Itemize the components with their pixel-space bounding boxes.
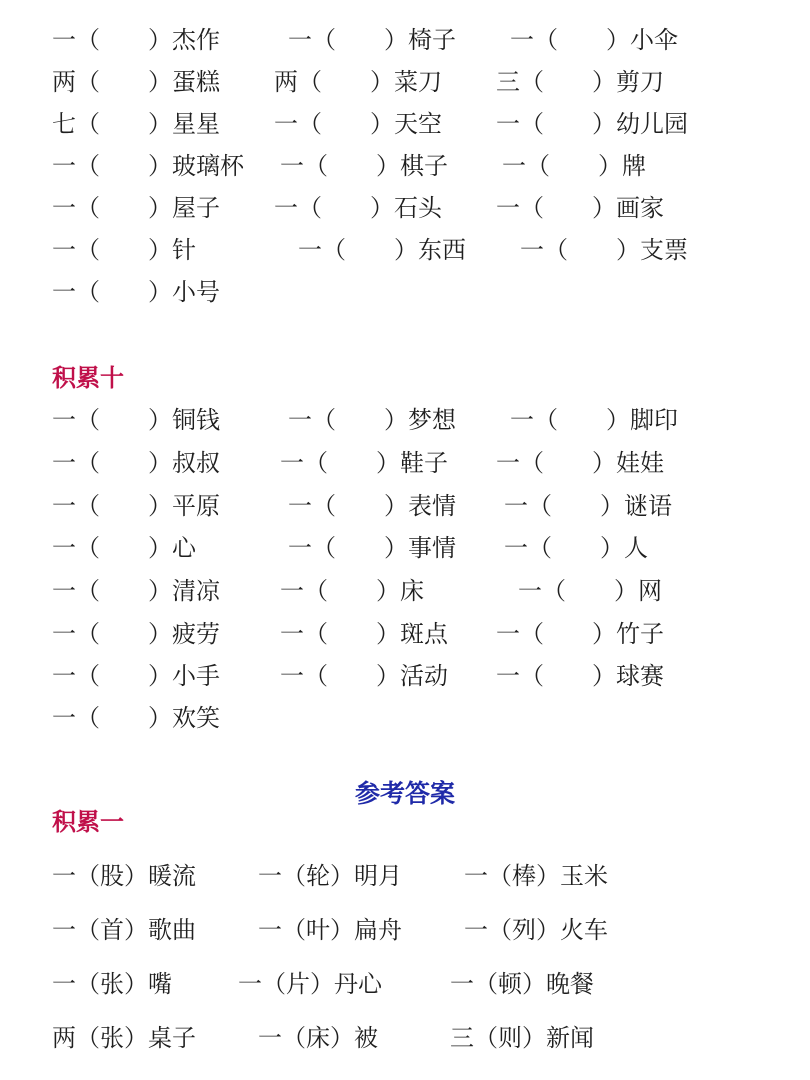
answer-item: 一（首）歌曲 <box>52 916 196 944</box>
exercise-row <box>0 614 810 654</box>
answer-row <box>0 964 810 1004</box>
exercise-item: 一（ ）活动 <box>280 662 448 690</box>
answer-row <box>0 910 810 950</box>
exercise-row <box>0 656 810 696</box>
answer-title: 参考答案 <box>354 779 455 808</box>
exercise-row <box>0 146 810 186</box>
exercise-row <box>0 443 810 483</box>
exercise-item: 一（ ）牌 <box>502 152 646 180</box>
exercise-item: 七（ ）星星 <box>52 110 220 138</box>
exercise-row <box>0 188 810 228</box>
answer-item: 两（张）桌子 <box>52 1024 196 1052</box>
answer-item: 三（则）新闻 <box>450 1024 594 1052</box>
exercise-row <box>0 528 810 568</box>
exercise-row <box>0 104 810 144</box>
section-title: 积累一 <box>52 807 124 836</box>
answer-item: 一（棒）玉米 <box>464 862 608 890</box>
exercise-item: 一（ ）小手 <box>52 662 220 690</box>
exercise-item: 一（ ）铜钱 <box>52 406 220 434</box>
exercise-item: 一（ ）欢笑 <box>52 704 220 732</box>
section-title: 积累十 <box>52 363 124 392</box>
exercise-item: 一（ ）椅子 <box>288 26 456 54</box>
exercise-item: 一（ ）棋子 <box>280 152 448 180</box>
answer-item: 一（张）嘴 <box>52 970 172 998</box>
exercise-item: 一（ ）竹子 <box>496 620 664 648</box>
exercise-item: 两（ ）菜刀 <box>274 68 442 96</box>
answer-row <box>0 856 810 896</box>
exercise-item: 一（ ）心 <box>52 534 196 562</box>
exercise-item: 一（ ）事情 <box>288 534 456 562</box>
exercise-item: 一（ ）幼儿园 <box>496 110 688 138</box>
exercise-item: 一（ ）床 <box>280 577 424 605</box>
exercise-item: 一（ ）梦想 <box>288 406 456 434</box>
exercise-item: 一（ ）小号 <box>52 278 220 306</box>
exercise-item: 一（ ）支票 <box>520 236 688 264</box>
exercise-row <box>0 62 810 102</box>
exercise-item: 一（ ）娃娃 <box>496 449 664 477</box>
exercise-item: 一（ ）斑点 <box>280 620 448 648</box>
answer-item: 一（顿）晚餐 <box>450 970 594 998</box>
exercise-item: 一（ ）鞋子 <box>280 449 448 477</box>
answer-item: 一（叶）扁舟 <box>258 916 402 944</box>
exercise-item: 一（ ）网 <box>518 577 662 605</box>
exercise-item: 一（ ）杰作 <box>52 26 220 54</box>
exercise-item: 一（ ）画家 <box>496 194 664 222</box>
exercise-item: 一（ ）人 <box>504 534 648 562</box>
exercise-item: 一（ ）针 <box>52 236 196 264</box>
exercise-item: 两（ ）蛋糕 <box>52 68 220 96</box>
exercise-row <box>0 400 810 440</box>
exercise-row <box>0 20 810 60</box>
exercise-row <box>0 571 810 611</box>
answer-item: 一（轮）明月 <box>258 862 402 890</box>
exercise-item: 一（ ）表情 <box>288 492 456 520</box>
exercise-item: 一（ ）球赛 <box>496 662 664 690</box>
answer-item: 一（片）丹心 <box>238 970 382 998</box>
exercise-item: 三（ ）剪刀 <box>496 68 664 96</box>
exercise-item: 一（ ）疲劳 <box>52 620 220 648</box>
exercise-row <box>0 698 810 738</box>
exercise-item: 一（ ）石头 <box>274 194 442 222</box>
exercise-item: 一（ ）清凉 <box>52 577 220 605</box>
exercise-item: 一（ ）玻璃杯 <box>52 152 244 180</box>
answer-item: 一（列）火车 <box>464 916 608 944</box>
answer-item: 一（床）被 <box>258 1024 378 1052</box>
exercise-item: 一（ ）谜语 <box>504 492 672 520</box>
exercise-row <box>0 272 810 312</box>
exercise-item: 一（ ）小伞 <box>510 26 678 54</box>
exercise-item: 一（ ）屋子 <box>52 194 220 222</box>
exercise-row <box>0 486 810 526</box>
answer-row <box>0 1018 810 1058</box>
exercise-item: 一（ ）平原 <box>52 492 220 520</box>
exercise-item: 一（ ）东西 <box>298 236 466 264</box>
exercise-item: 一（ ）天空 <box>274 110 442 138</box>
answer-item: 一（股）暖流 <box>52 862 196 890</box>
exercise-row <box>0 230 810 270</box>
exercise-item: 一（ ）叔叔 <box>52 449 220 477</box>
exercise-item: 一（ ）脚印 <box>510 406 678 434</box>
